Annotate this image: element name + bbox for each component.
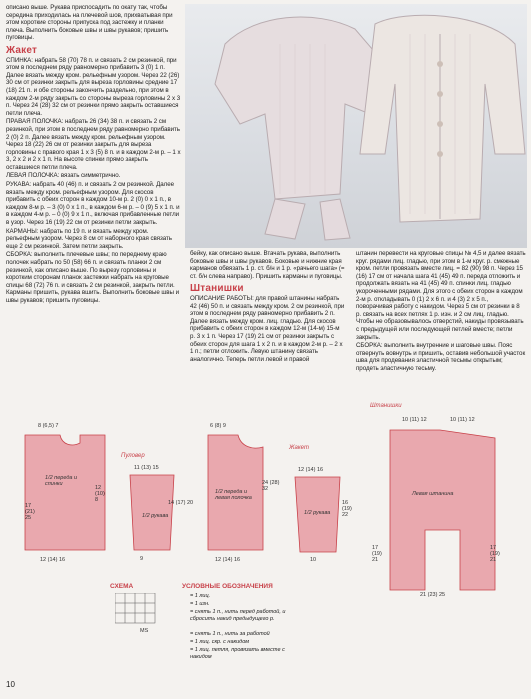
legend-item-6: = 1 лиц. петля, провязать вместе с накидом (190, 647, 285, 660)
jacket-heading: Жакет (6, 44, 38, 56)
d2-left: 9 (140, 556, 144, 562)
pockets-text: КАРМАНЫ: набрать по 19 п. и вязать между кром. рельефным узором. Через 8 см от наборного края связать еще 2 см резинкой. Затем петли закрыть. (6, 227, 172, 250)
d1-center-label: 1/2 переда и спинки (45, 475, 78, 487)
intro-text: описано выше. Рукава приспосадить по окату так, чтобы середина приходилась на плечевой шов, прихватывая при этом короткие стороны припуска под застежку и планки плеча. Выполнить боковые швы и швы рукавов; пришить пуговицы. (6, 4, 173, 42)
d1-right-1: 12 (10) 8 (95, 485, 105, 503)
pants-work-text: ОПИСАНИЕ РАБОТЫ: для правой штанины набрать 42 (46) 50 п. и связать между кром. 2 см резинкой, при этом в последнем ряду равномерно прибавить 2 п. Далее вязать между кром. лиц. гладью. Для скосов прибавить с обеих сторон в каждом 12-м (14-м) 15-м р. 3 х 1 п. Через 17 (19) 21 см от резинки закрыть с обеих сторон для шага 1 х 2 п. и в каждом 2-м р. – 2 х 1 п.; петли отложить. Левую штанину связать аналогично. Теперь петли левой и правой (190, 294, 345, 363)
text-column-1 (6, 4, 182, 306)
d3-right: 24 (28) 32 (262, 480, 280, 492)
pullover-sleeve-pattern (122, 465, 182, 555)
d4-top: 12 (14) 16 (298, 467, 324, 473)
d2-right: 14 (17) 20 (168, 500, 194, 506)
d1-left-1: 17 (21) 25 (25, 503, 35, 521)
schema-title: СХЕМА (110, 583, 134, 590)
legend-item-5: = 1 лиц. скр. с накидом (190, 639, 250, 645)
pants-pattern (385, 420, 500, 600)
d3-bottom: 12 (14) 16 (215, 557, 241, 563)
d2-label: 1/2 рукава (142, 513, 169, 519)
d1-top: 8 (6,5) 7 (38, 423, 59, 429)
pullover-title: Пуловер (121, 453, 145, 459)
right-front-text: ПРАВАЯ ПОЛОЧКА: набрать 26 (34) 38 п. и связать 2 см резинкой, при этом в последнем ряду равномерно прибавить 2 (0) 2 п. Далее вязать между кром. рельефным узором. Через 18 (22) 26 см от резинки закрыть для выреза горловины с правого края 1 х 3 (5) 8 п. и в каждом 2-м р. – 1 х 3, 2 х 2 и 2 х 1 п. На высоте спинки прямо закрыть оставшиеся петли плеча. (6, 118, 181, 171)
legend-item-4: = снять 1 п., нить за работой (190, 631, 270, 637)
legend-item-2: = 1 изн. (190, 601, 210, 607)
d5-bottom: 21 (23) 25 (420, 592, 446, 598)
legend-item-1: = 1 лиц. (190, 593, 211, 599)
d1-bottom: 12 (14) 16 (40, 557, 66, 563)
d5-left: 17 (19) 21 (372, 545, 382, 563)
d5-label: Левая штанина (412, 491, 454, 497)
d3-top: 6 (8) 9 (210, 423, 226, 429)
legend-item-3: = снять 1 п., нить перед работой, и сбросить накид предыдущего р. (190, 609, 286, 622)
ms-label: MS (140, 628, 149, 634)
d4-bottom: 10 (310, 557, 317, 563)
d5-top2: 10 (11) 12 (450, 417, 475, 423)
assembly-text: СБОРКА: выполнить плечевые швы; по переднему краю полочек набрать по 50 (58) 66 п. и связать планки 2 см резинкой, как описано выше. По вырезу горловины и коротким сторонам планок застежки набрать на круговые спицы 68 (72) 76 п. и связать 2 см резинкой, закрыть петли. Карманы пришить, рукава вшить. Выполнить боковые швы и швы рукавов; пришить пуговицы. (6, 251, 180, 304)
d4-right: 16 (19) 22 (342, 500, 352, 518)
stitch-chart (115, 593, 165, 628)
text-column-2 (190, 250, 346, 364)
col2-cont-text: бейку, как описано выше. Втачать рукава, выполнить боковые швы и швы рукавов. Боковые и нижние края карманов обвязать 1 р. ст. б/н и 1 р. «рачьего шага» (= ст. б/н слева направо). Пришить карманы и пуговицы. (190, 250, 345, 280)
left-front-text: ЛЕВАЯ ПОЛОЧКА: вязать симметрично. (6, 172, 121, 180)
pants-diagram-title: Штанишки (370, 403, 402, 409)
patterns-area (0, 405, 531, 625)
symbols-title: УСЛОВНЫЕ ОБОЗНАЧЕНИЯ (182, 583, 273, 590)
page-number: 10 (6, 680, 15, 689)
back-text: СПИНКА: набрать 58 (70) 78 п. и связать 2 см резинкой, при этом в последнем ряду равномерно прибавить 3 (0) 1 п. Далее вязать между кром. рельефным узором. Через 22 (26) 30 см от резинки закрыть для выреза горловины средние 17 (18) 21 п. и обе стороны закончить раздельно, при этом в каждом 2-м ряду закрыть со стороны выреза горловины 2 х 3 п. Через 24 (28) 32 см от резинки прямо закрыть оставшиеся петли плеча. (6, 56, 181, 117)
d5-top1: 10 (11) 12 (402, 417, 427, 423)
pants-heading: Штанишки (190, 283, 244, 295)
d3-center-label: 1/2 переда и левая полочка (215, 489, 252, 501)
sleeves-text: РУКАВА: набрать 40 (46) п. и связать 2 см резинкой. Далее вязать между кром. рельефным узором. Для скосов прибавить с обеих сторон в каждом 10-м р. 2 (0) 0 х 1 п., в каждом 8-м р. – 3 (0) 0 х 1 п., в каждом 6-м р. – 0 (9) 5 х 1 п. и в каждом 4-м р. – 0 (0) 9 х 1 п., включая прибавленные петли в узор. Через 16 (19) 22 см от резинки петли закрыть. (6, 181, 180, 227)
col3-cont-text: штанин перевести на круговые спицы № 4,5 и далее вязать круг. рядами лиц. гладью, при этом в 1-м круг. р. смежные кром. петли провязать вместе лиц. = 82 (90) 98 п. Через 15 (16) 17 см от начала шага 41 (45) 49 п. переда отложить и продолжать вязать на 41 (45) 49 п. спинки лиц. гладью укороченными рядами. Для этого с обеих сторон в каждом 2-м р. откладывать 0 (1) 2 х 6 п. и 4 (3) 2 х 5 п., поворачивая работу с накидом. Через 5 см от резинки в 8 р. связать на всех петлях 1 р. изн. и 2 см лиц. гладью. Чтобы не образовывалось отверстий, накиды провязывать с предыдущей или последующей петлей вместе; петли закрыть. (356, 250, 526, 341)
d5-right: 17 (19) 21 (490, 545, 500, 563)
text-column-3 (356, 250, 526, 374)
jacket-title: Жакет (289, 445, 309, 451)
d4-label: 1/2 рукава (304, 510, 331, 516)
pants-assembly-text: СБОРКА: выполнить внутренние и шаговые швы. Пояс отвернуть вовнутрь и пришить, оставив небольшой участок шва для продевания эластичной тесьмы открытым; продеть эластичную тесьму. (356, 342, 526, 372)
knit-garments-illustration (185, 4, 527, 248)
d2-top: 11 (13) 15 (134, 465, 159, 471)
garment-photo (185, 4, 527, 248)
